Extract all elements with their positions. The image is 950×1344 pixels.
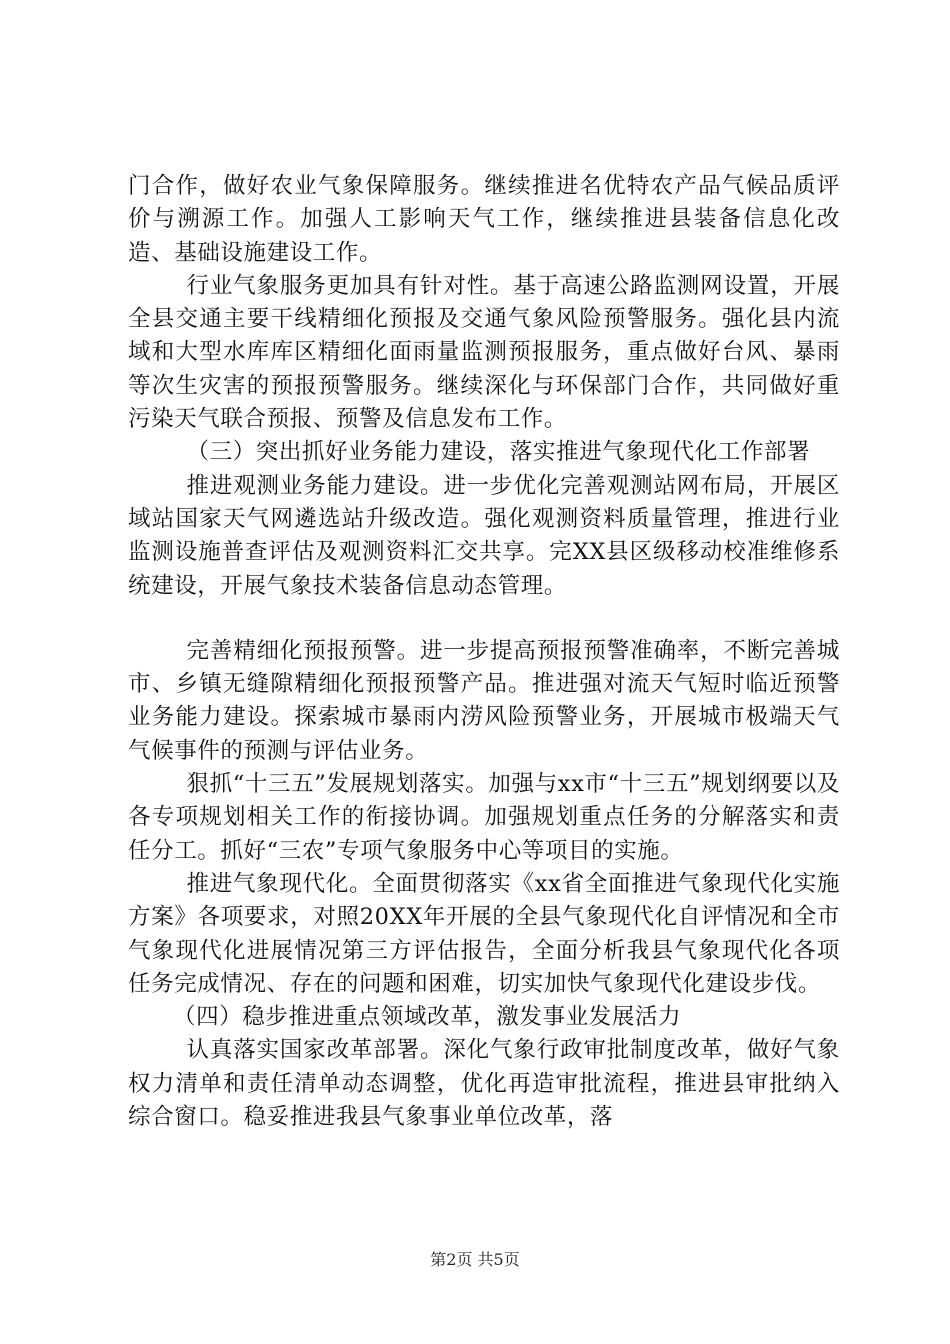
- paragraph-reform: 认真落实国家改革部署。深化气象行政审批制度改革，做好气象权力清单和责任清单动态调整，优化再造审批流程，推进县审批纳入综合窗口。稳妥推进我县气象事业单位改革，落: [128, 1037, 840, 1131]
- paragraph-modernization: 推进气象现代化。全面贯彻落实《xx省全面推进气象现代化实施方案》各项要求，对照20XX年开展的全县气象现代化自评情况和全市气象现代化进展情况第三方评估报告，全面分析我县气象现代化各项任务完成情况、存在的问题和困难，切实加快气象现代化建设步伐。: [128, 870, 840, 997]
- paragraph-continued: 门合作，做好农业气象保障服务。继续推进名优特农产品气候品质评价与溯源工作。加强人工影响天气工作，继续推进县装备信息化改造、基础设施建设工作。: [128, 173, 840, 266]
- section-heading-3: （三）突出抓好业务能力建设，落实推进气象现代化工作部署: [186, 439, 811, 466]
- paragraph-forecast: 完善精细化预报预警。进一步提高预报预警准确率，不断完善城市、乡镇无缝隙精细化预报预警产品。推进强对流天气短时临近预警业务能力建设。探索城市暴雨内涝风险预警业务，开展城市极端天气气候事件的预测与评估业务。: [128, 637, 840, 764]
- page-number-footer: 第2页 共5页: [430, 1250, 520, 1269]
- section-heading-4: （四）稳步推进重点领域改革，激发事业发展活力: [173, 1004, 682, 1031]
- paragraph-industry-service: 行业气象服务更加具有针对性。基于高速公路监测网设置，开展全县交通主要干线精细化预报及交通气象风险预警服务。强化县内流域和大型水库库区精细化面雨量监测预报服务，重点做好台风、暴雨等次生灾害的预报预警服务。继续深化与环保部门合作，共同做好重污染天气联合预报、预警及信息发布工作。: [128, 272, 840, 433]
- paragraph-observation: 推进观测业务能力建设。进一步优化完善观测站网布局，开展区域站国家天气网遴选站升级改造。强化观测资料质量管理，推进行业监测设施普查评估及观测资料汇交共享。完XX县区级移动校准维修系统建设，开展气象技术装备信息动态管理。: [128, 472, 840, 599]
- document-body: [128, 170, 840, 1134]
- paragraph-planning: 狠抓“十三五”发展规划落实。加强与xx市“十三五”规划纲要以及各专项规划相关工作的衔接协调。加强规划重点任务的分解落实和责任分工。抓好“三农”专项气象服务中心等项目的实施。: [128, 771, 840, 864]
